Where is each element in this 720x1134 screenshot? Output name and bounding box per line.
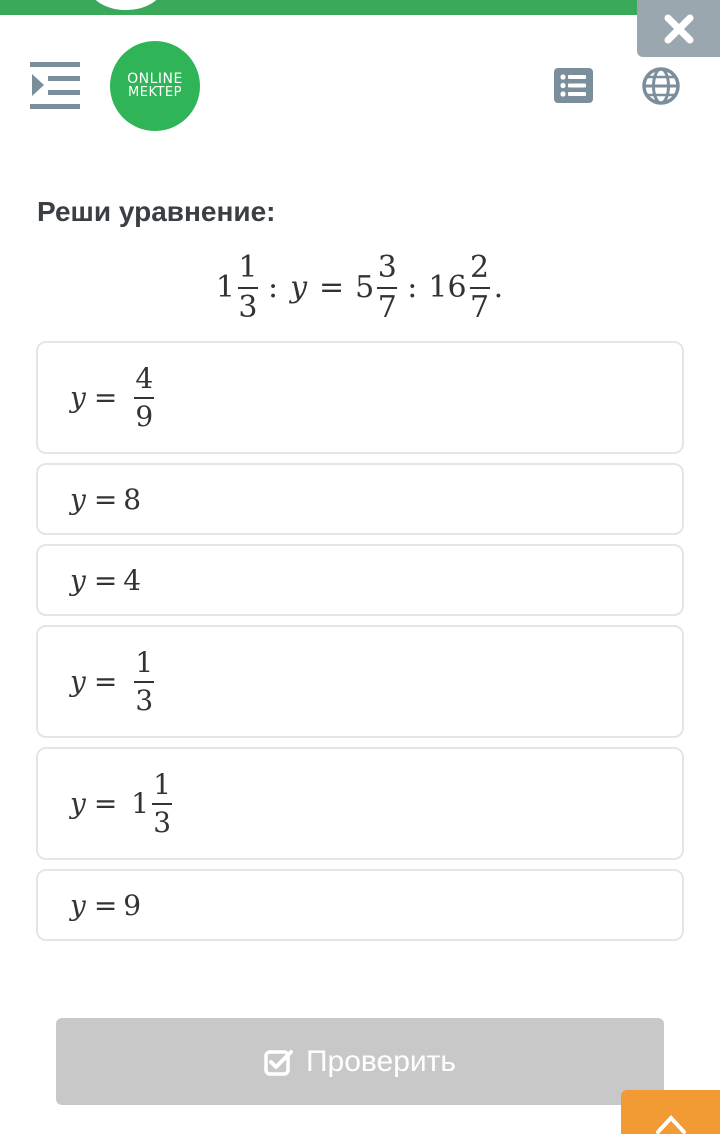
option-fraction [152, 770, 172, 837]
equation-mixed-b [355, 252, 400, 323]
equation-a-num: 1 [238, 250, 258, 285]
fraction-bar [152, 803, 172, 805]
close-button[interactable] [637, 0, 720, 57]
fraction-bar [134, 397, 154, 399]
option-num: 1 [135, 646, 154, 680]
equation-a-den: 3 [238, 289, 258, 325]
equation-mixed-a [216, 252, 261, 323]
equation-var: y [290, 270, 308, 305]
language-button[interactable] [641, 66, 681, 106]
equation-equals: = [319, 270, 345, 305]
task-list-button[interactable] [554, 68, 593, 103]
option-equals: = [93, 665, 118, 698]
option-whole: 1 [131, 787, 150, 820]
option-value: 9 [123, 888, 142, 922]
equation-mixed-c [428, 252, 492, 323]
option-equals: = [93, 482, 118, 516]
answer-option-1[interactable] [36, 341, 684, 454]
menu-collapse-icon [30, 62, 82, 110]
equation-c-num: 2 [470, 250, 490, 285]
option-var: y [70, 665, 86, 698]
answer-option-2[interactable] [36, 463, 684, 535]
check-square-icon [264, 1048, 294, 1076]
fraction-bar [470, 287, 490, 289]
option-num: 4 [135, 362, 154, 396]
equation-c-whole: 16 [428, 270, 467, 305]
answer-options [36, 341, 684, 950]
globe-icon [641, 66, 681, 106]
top-progress-bar [0, 0, 720, 15]
option-num: 1 [153, 768, 172, 802]
equation-b-num: 3 [377, 250, 397, 285]
answer-option-5[interactable] [36, 747, 684, 860]
option-var: y [70, 482, 86, 516]
check-button-label: Проверить [305, 1044, 457, 1078]
equation-op-divide-2: : [407, 270, 418, 305]
answer-option-3[interactable] [36, 544, 684, 616]
equation-period: . [493, 270, 504, 305]
top-bar-tab [90, 0, 162, 10]
option-var: y [70, 888, 86, 922]
option-value: 8 [123, 482, 142, 516]
option-equals: = [93, 381, 118, 414]
fraction-bar [238, 287, 258, 289]
option-fraction [134, 648, 154, 715]
equation-b-den: 7 [377, 289, 397, 325]
scroll-up-button[interactable] [621, 1090, 720, 1134]
option-den: 3 [153, 805, 172, 839]
equation-b-fraction [377, 252, 397, 323]
option-var: y [70, 787, 86, 820]
option-den: 3 [135, 683, 154, 717]
equation-a-fraction [238, 252, 258, 323]
answer-option-6[interactable] [36, 869, 684, 941]
equation-b-whole: 5 [355, 270, 375, 305]
logo-line-2: MEKTEP [128, 85, 182, 100]
online-mektep-logo[interactable] [110, 41, 200, 131]
equation-op-divide-1: : [267, 270, 279, 305]
menu-button[interactable] [30, 62, 82, 110]
option-equals: = [93, 787, 118, 820]
option-equals: = [93, 888, 118, 922]
equation-a-whole: 1 [215, 270, 235, 305]
list-icon [554, 68, 593, 103]
option-equals: = [93, 563, 118, 597]
fraction-bar [134, 681, 154, 683]
fraction-bar [377, 287, 397, 289]
option-var: y [70, 563, 86, 597]
close-icon [662, 12, 696, 46]
task-equation [0, 252, 720, 323]
option-den: 9 [135, 399, 154, 433]
answer-option-4[interactable] [36, 625, 684, 738]
option-var: y [70, 381, 86, 414]
check-button[interactable] [56, 1018, 664, 1105]
equation-c-den: 7 [470, 289, 490, 325]
chevron-up-icon [654, 1112, 688, 1134]
option-fraction [134, 364, 154, 431]
option-value: 4 [123, 563, 142, 597]
equation-c-fraction [470, 252, 490, 323]
task-title: Реши уравнение: [37, 196, 276, 227]
logo-line-1: ONLINE [127, 71, 183, 87]
